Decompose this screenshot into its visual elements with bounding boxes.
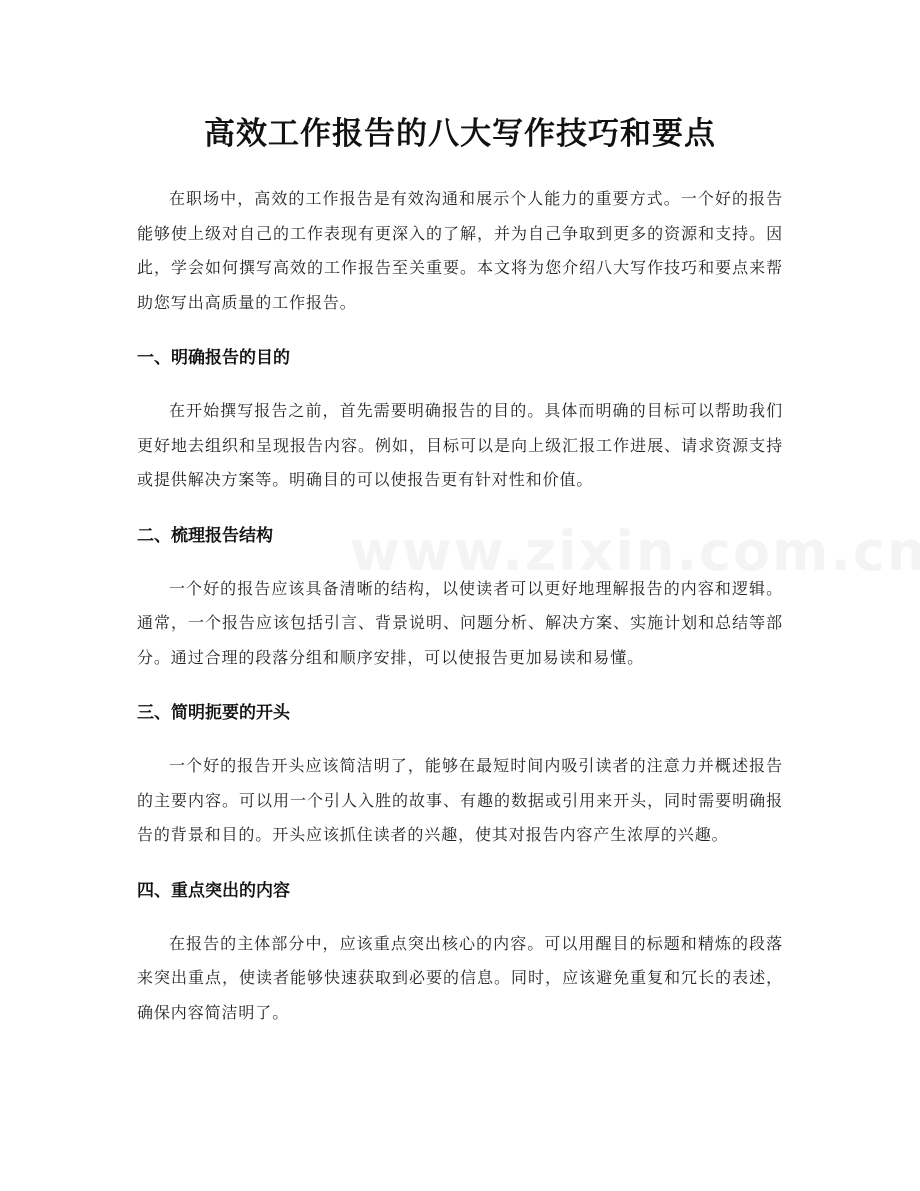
section-heading-3: 三、简明扼要的开头: [137, 703, 290, 723]
section-heading-1: 一、明确报告的目的: [137, 348, 290, 368]
intro-paragraph: 在职场中，高效的工作报告是有效沟通和展示个人能力的重要方式。一个好的报告能够使上级对自己的工作表现有更深入的了解，并为自己争取到更多的资源和支持。因此，学会如何撰写高效的工作报告至关重要。本文将为您介绍八大写作技巧和要点来帮助您写出高质量的工作报告。: [137, 189, 783, 312]
page-title: 高效工作报告的八大写作技巧和要点: [204, 116, 716, 152]
section-body-3: 一个好的报告开头应该简洁明了，能够在最短时间内吸引读者的注意力并概述报告的主要内容。可以用一个引人入胜的故事、有趣的数据或引用来开头，同时需要明确报告的背景和目的。开头应该抓住读者的兴趣，使其对报告内容产生浓厚的兴趣。: [137, 756, 783, 844]
section-body-2: 一个好的报告应该具备清晰的结构，以使读者可以更好地理解报告的内容和逻辑。通常，一个报告应该包括引言、背景说明、问题分析、解决方案、实施计划和总结等部分。通过合理的段落分组和顺序安排，可以使报告更加易读和易懂。: [137, 578, 783, 667]
section-body-1: 在开始撰写报告之前，首先需要明确报告的目的。具体而明确的目标可以帮助我们更好地去组织和呈现报告内容。例如，目标可以是向上级汇报工作进展、请求资源支持或提供解决方案等。明确目的可以使报告更有针对性和价值。: [137, 401, 783, 489]
section-body-4: 在报告的主体部分中，应该重点突出核心的内容。可以用醒目的标题和精炼的段落来突出重点，使读者能够快速获取到必要的信息。同时，应该避免重复和冗长的表述，确保内容简洁明了。: [137, 933, 783, 1022]
section-heading-2: 二、梳理报告结构: [137, 525, 273, 546]
section-heading-4: 四、重点突出的内容: [137, 880, 290, 901]
